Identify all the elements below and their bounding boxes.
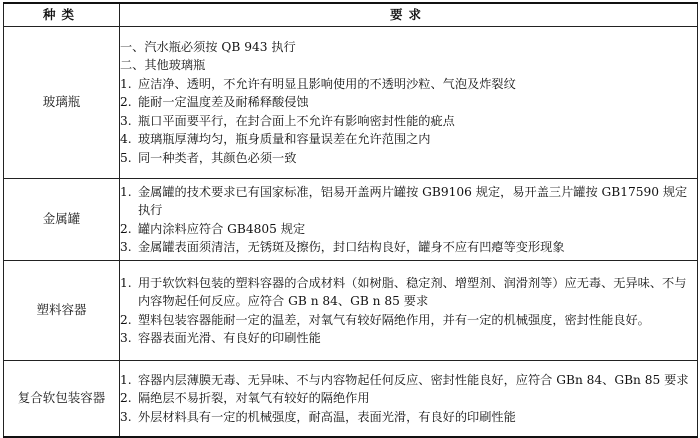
item-number: 2. [120, 312, 132, 327]
item-number: 3. [120, 331, 132, 345]
row-type: 塑料容器 [4, 261, 120, 361]
list-item [120, 329, 697, 348]
item-text: 玻璃瓶厚薄均匀，瓶身质量和容量误差在允许范围之内 [138, 132, 431, 147]
item-number: 1. [120, 372, 132, 387]
row-requirements [120, 361, 698, 437]
row-requirements [120, 27, 698, 179]
list-item [120, 130, 697, 149]
row-requirements [120, 179, 698, 261]
item-text: 塑料包装容器能耐一定的温差，对氧气有较好隔绝作用，并有一定的机械强度，密封性能良好。 [138, 312, 650, 327]
list-item [120, 220, 697, 239]
list-item [120, 38, 697, 57]
header-row [4, 3, 698, 27]
item-number: 3. [120, 409, 132, 424]
list-item [120, 93, 697, 112]
row-type: 复合软包装容器 [4, 361, 120, 437]
item-number: 3. [120, 113, 132, 128]
row-type: 金属罐 [4, 179, 120, 261]
list-item [120, 75, 697, 94]
item-text: 金属罐的技术要求已有国家标准，铝易开盖两片罐按 GB9106 规定，易开盖三片罐按 GB17590 规定执行 [138, 184, 688, 217]
list-item [120, 371, 697, 390]
list-item [120, 274, 697, 311]
header-type: 种类 [4, 3, 120, 27]
header-requirements: 要求 [120, 3, 698, 27]
requirements-table [3, 2, 698, 438]
item-text: 容器内层薄膜无毒、无异味、不与内容物起任何反应、密封性能良好，应符合 GBn 84、GBn 85 要求 [138, 372, 689, 387]
item-number: 4. [120, 132, 132, 147]
table-row [4, 179, 698, 261]
item-text: 一、汽水瓶必须按 QB 943 执行 [120, 39, 296, 54]
item-number: 2. [120, 221, 132, 236]
list-item [120, 56, 697, 75]
item-number: 2. [120, 391, 132, 405]
list-item [120, 112, 697, 131]
table-row [4, 361, 698, 437]
item-text: 金属罐表面须清洁，无锈斑及擦伤，封口结构良好，罐身不应有凹瘪等变形现象 [138, 240, 565, 254]
table-row [4, 27, 698, 179]
list-item [120, 238, 697, 257]
item-number: 1. [120, 76, 132, 91]
row-type: 玻璃瓶 [4, 27, 120, 179]
item-number: 1. [120, 184, 132, 199]
list-item [120, 183, 697, 220]
item-number: 3. [120, 240, 132, 254]
item-text: 罐内涂料应符合 GB4805 规定 [138, 221, 306, 236]
item-text: 应洁净、透明，不允许有明显且影响使用的不透明沙粒、气泡及炸裂纹 [138, 76, 516, 91]
list-item [120, 389, 697, 408]
item-text: 能耐一定温度差及耐稀释酸侵蚀 [138, 95, 309, 110]
item-number: 5. [120, 150, 132, 165]
list-item [120, 149, 697, 168]
list-item [120, 408, 697, 427]
item-text: 二、其他玻璃瓶 [120, 58, 206, 73]
item-text: 外层材料具有一定的机械强度，耐高温，表面光滑，有良好的印刷性能 [138, 409, 516, 424]
item-text: 同一种类者，其颜色必须一致 [138, 150, 297, 165]
table-row [4, 261, 698, 361]
row-requirements [120, 261, 698, 361]
item-text: 用于软饮料包装的塑料容器的合成材料（如树脂、稳定剂、增塑剂、润滑剂等）应无毒、无异味、不与内容物起任何反应。应符合 GB n 84、GB n 85 要求 [138, 275, 687, 308]
item-text: 隔绝层不易折裂，对氧气有较好的隔绝作用 [138, 391, 370, 405]
item-text: 瓶口平面要平行，在封合面上不允许有影响密封性能的疵点 [138, 113, 455, 128]
list-item [120, 311, 697, 330]
item-number: 1. [120, 275, 132, 290]
item-text: 容器表面光滑、有良好的印刷性能 [138, 331, 321, 345]
item-number: 2. [120, 95, 132, 110]
